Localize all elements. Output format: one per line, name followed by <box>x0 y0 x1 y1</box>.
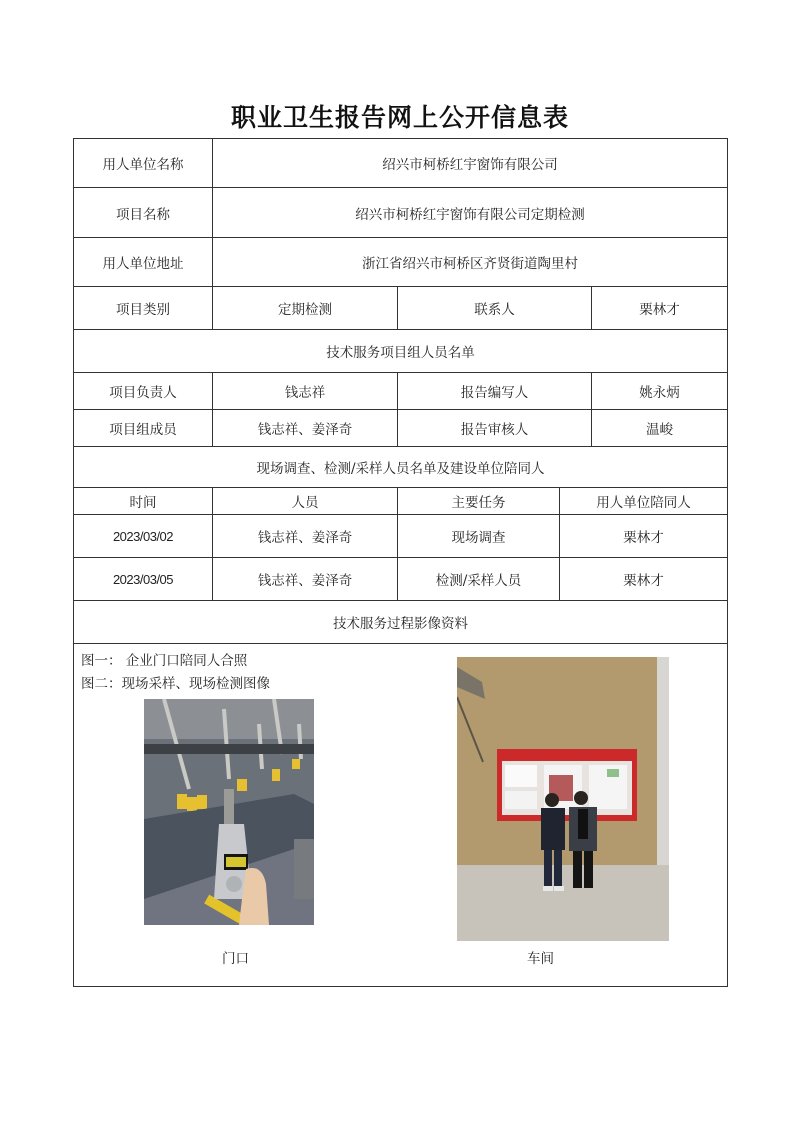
row-escort: 栗林才 <box>623 573 664 589</box>
row-date: 2023/03/05 <box>74 558 213 600</box>
project-type-value: 定期检测 <box>213 287 398 329</box>
team-section-heading: 技术服务项目组人员名单 <box>326 345 475 361</box>
media-section-heading: 技术服务过程影像资料 <box>333 616 468 632</box>
reviewer-label: 报告审核人 <box>398 410 592 446</box>
employer-address-row <box>74 238 727 287</box>
employer-address-label: 用人单位地址 <box>74 238 213 286</box>
employer-name-label: 用人单位名称 <box>74 139 213 187</box>
row-task: 现场调查 <box>398 515 560 557</box>
site-heading-row <box>74 447 727 488</box>
info-table <box>73 138 728 987</box>
column-header-task: 主要任务 <box>398 488 560 514</box>
employer-name-value: 绍兴市柯桥红宇窗饰有限公司 <box>382 157 558 173</box>
project-name-label: 项目名称 <box>74 188 213 237</box>
row-personnel: 钱志祥、姜泽奇 <box>213 558 398 600</box>
project-name-value: 绍兴市柯桥红宇窗饰有限公司定期检测 <box>355 206 585 223</box>
media-area <box>74 644 727 986</box>
writer-label: 报告编写人 <box>398 373 592 409</box>
project-type-row <box>74 287 727 330</box>
photo1-label: 门口 <box>222 951 249 967</box>
leader-row <box>74 373 727 410</box>
contact-value: 栗林才 <box>639 302 680 318</box>
column-header-escort: 用人单位陪同人 <box>596 495 691 511</box>
photo-sampling-meter <box>144 699 314 925</box>
contact-label: 联系人 <box>398 287 592 329</box>
caption-figure-2: 图二：现场采样、现场检测图像 <box>81 676 270 692</box>
row-task: 检测/采样人员 <box>398 558 560 600</box>
members-value: 钱志祥、姜泽奇 <box>213 410 398 446</box>
members-row <box>74 410 727 447</box>
site-section-heading: 现场调查、检测/采样人员名单及建设单位陪同人 <box>256 461 545 477</box>
row-personnel: 钱志祥、姜泽奇 <box>213 515 398 557</box>
reviewer-value: 温峻 <box>646 422 673 438</box>
caption-figure-1: 图一： 企业门口陪同人合照 <box>81 653 248 669</box>
project-type-label: 项目类别 <box>74 287 213 329</box>
row-date: 2023/03/02 <box>74 515 213 557</box>
column-header-time: 时间 <box>74 488 213 514</box>
project-name-row <box>74 188 727 238</box>
employer-name-row <box>74 139 727 188</box>
site-table-row <box>74 558 727 601</box>
employer-address-value: 浙江省绍兴市柯桥区齐贤街道陶里村 <box>362 256 578 272</box>
team-heading-row <box>74 330 727 373</box>
site-header-row <box>74 488 727 515</box>
site-table-row <box>74 515 727 558</box>
media-heading-row <box>74 601 727 644</box>
document-title: 职业卫生报告网上公开信息表 <box>230 103 569 132</box>
row-escort: 栗林才 <box>623 530 664 546</box>
members-label: 项目组成员 <box>74 410 213 446</box>
writer-value: 姚永炳 <box>639 385 680 401</box>
column-header-personnel: 人员 <box>213 488 398 514</box>
photo2-label: 车间 <box>527 951 554 967</box>
leader-value: 钱志祥 <box>213 373 398 409</box>
photo-escort-group <box>457 657 669 941</box>
leader-label: 项目负责人 <box>74 373 213 409</box>
